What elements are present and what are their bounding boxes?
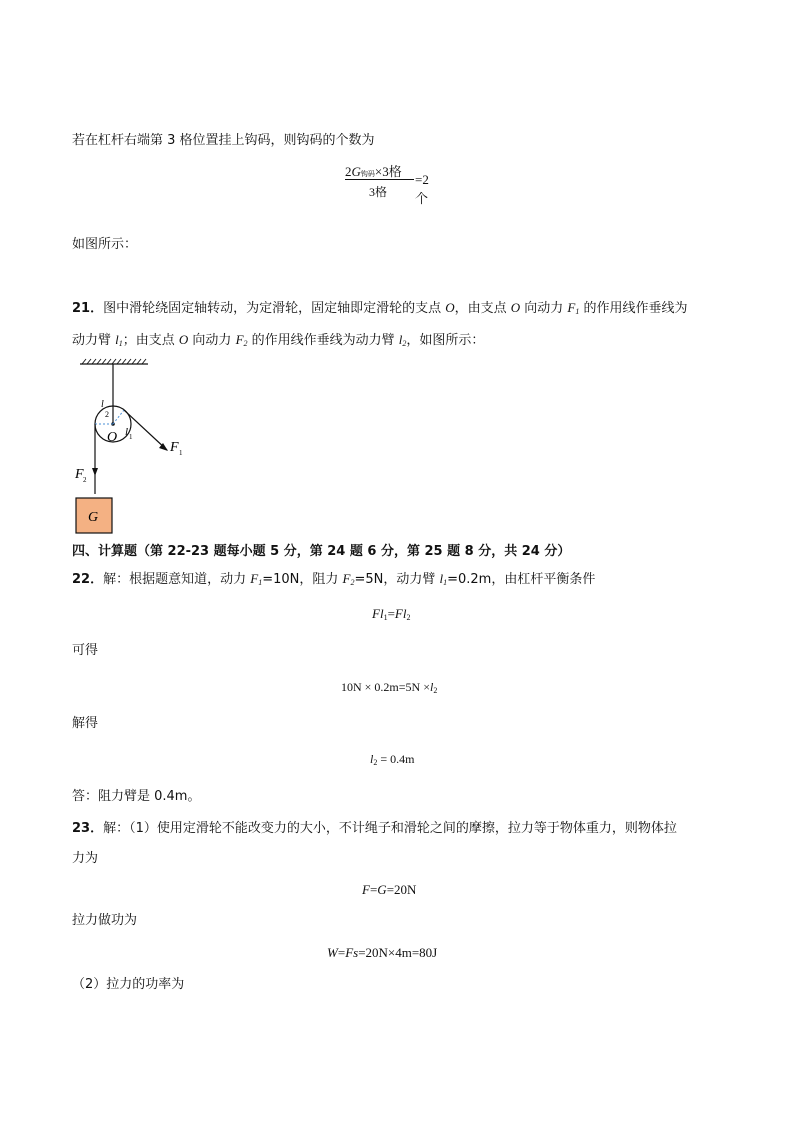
equation-lever-balance: $Fl_1=Fl_2$ xyxy=(372,606,411,622)
label-f2: F xyxy=(75,467,84,482)
equation-result: $l_2 = 0.4m$ xyxy=(370,752,415,767)
fraction-formula xyxy=(345,161,429,206)
equation-force: F=G=20N xyxy=(362,882,417,897)
q23-line2: 力为 xyxy=(72,851,99,866)
text-jiede: 解得 xyxy=(72,716,99,731)
fraction-numerator: 2G钩码×3格 xyxy=(345,164,402,179)
q22-answer: 答：阻力臂是 0.4m。 xyxy=(72,789,201,804)
q21-line1: 21．图中滑轮绕固定轴转动，为定滑轮，固定轴即定滑轮的支点 O，由支点 O 向动力 $F_1$ 的作用线作垂线为 xyxy=(72,300,688,316)
f2-arrowhead xyxy=(92,468,98,476)
text-work-done: 拉力做功为 xyxy=(72,913,138,928)
label-g: G xyxy=(88,510,99,525)
q21-line2: 动力臂 $l_1$；由支点 O 向动力 $F_2$ 的作用线作垂线为动力臂 $l_2$，如图所示： xyxy=(72,332,485,348)
label-f1-sub: 1 xyxy=(179,449,183,457)
q23-part2: （2）拉力的功率为 xyxy=(72,977,185,992)
fraction-bar xyxy=(345,179,414,180)
equation-substitution: $10N \times 0.2m=5N \times l_2$ xyxy=(341,680,438,695)
section-heading-calc: 四、计算题（第 22-23 题每小题 5 分，第 24 题 6 分，第 25 题 8 分，共 24 分） xyxy=(72,544,571,559)
label-f2-sub: 2 xyxy=(83,476,87,484)
q22-line1: 22．解：根据题意知道，动力 $F_1=10N$，阻力 $F_2=5N$，动力臂 $l_1=0.2m$，由杠杆平衡条件 xyxy=(72,571,596,587)
text-as-shown: 如图所示： xyxy=(72,237,138,252)
text-kede: 可得 xyxy=(72,643,99,658)
label-l2: l xyxy=(101,399,104,410)
q23-line1: 23．解：（1）使用定滑轮不能改变力的大小，不计绳子和滑轮之间的摩擦，拉力等于物体重力，则物体拉 xyxy=(72,821,677,836)
text-line-hook-weights: 若在杠杆右端第 3 格位置挂上钩码，则钩码的个数为 xyxy=(72,133,375,148)
fraction-result: =2个 xyxy=(415,172,429,206)
equation-work: W=Fs=20N×4m=80J xyxy=(327,945,438,960)
ceiling-support xyxy=(80,359,148,364)
label-o: O xyxy=(107,430,118,445)
label-l1-sub: 1 xyxy=(129,433,133,441)
label-l1: l xyxy=(125,426,129,438)
label-l2-sub: 2 xyxy=(105,410,109,419)
label-f1: F xyxy=(170,440,179,455)
pulley-diagram xyxy=(70,358,200,540)
fraction-denominator: 3格 xyxy=(369,185,388,199)
